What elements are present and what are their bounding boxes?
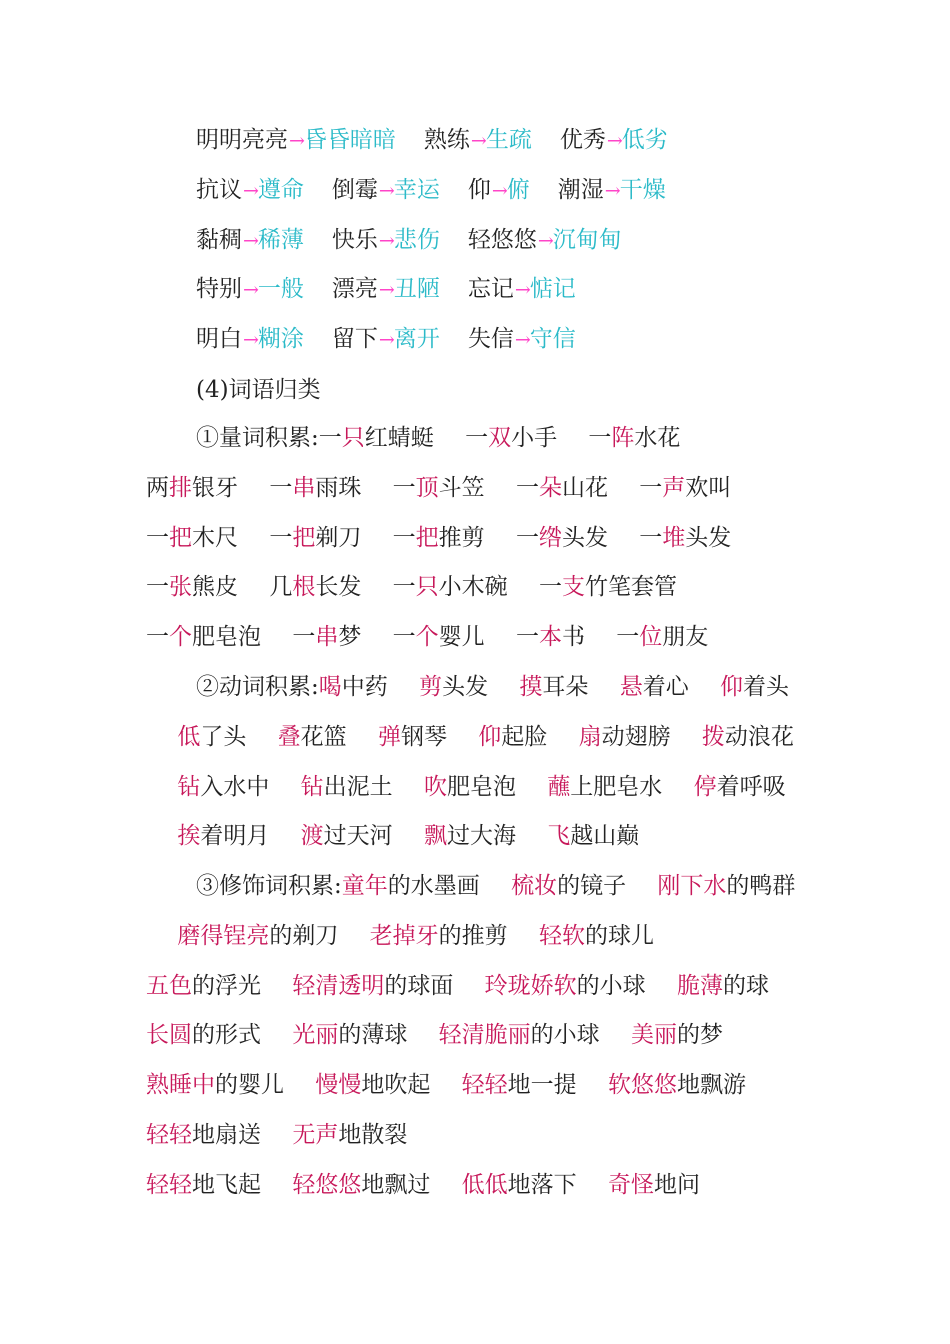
vocab-keyword: 个 <box>169 624 192 651</box>
vocab-item <box>269 574 361 600</box>
vocab-rest: 着呼吸 <box>716 773 786 800</box>
antonym-pair <box>196 118 396 163</box>
arrow-icon: → <box>378 229 393 252</box>
vocab-keyword: 顶 <box>415 474 439 501</box>
antonym-opposite: 昏昏暗暗 <box>303 127 396 153</box>
vocab-prefix: 一 <box>515 624 539 651</box>
vocab-keyword: 吹 <box>423 773 447 800</box>
vocab-item <box>177 724 246 750</box>
antonym-pair <box>468 168 530 213</box>
antonym-word: 潮湿 <box>557 176 604 203</box>
vocab-item <box>631 1022 723 1048</box>
vocab-prefix: 一 <box>392 574 416 601</box>
vocab-item <box>462 1172 577 1198</box>
vocab-rest: 的婴儿 <box>215 1072 284 1099</box>
vocab-item <box>370 923 508 949</box>
antonym-pair <box>468 267 576 312</box>
vocab-keyword: 钻 <box>177 773 201 800</box>
vocab-keyword: 位 <box>639 624 663 651</box>
vocab-keyword: 无声 <box>292 1121 339 1148</box>
vocab-rest: 梦 <box>338 624 362 651</box>
vocab-rest: 的形式 <box>192 1022 261 1049</box>
antonym-opposite: 悲伤 <box>393 226 440 253</box>
vocab-rest: 的球 <box>722 972 769 999</box>
vocab-prefix: 一 <box>292 624 316 651</box>
vocab-prefix: 一 <box>588 425 612 451</box>
vocab-rest: 剃刀 <box>315 524 362 551</box>
vocab-rest: 头发 <box>685 524 732 551</box>
antonym-word: 漂亮 <box>331 276 378 303</box>
vocab-item <box>694 774 786 800</box>
vocab-prefix: 一 <box>616 624 640 651</box>
verbs-paragraph <box>146 663 796 862</box>
vocab-keyword: 童年 <box>341 873 388 899</box>
antonym-pair <box>468 317 576 362</box>
vocab-item <box>146 1172 261 1198</box>
antonym-word: 抗议 <box>196 176 242 203</box>
arrow-icon: → <box>378 279 393 302</box>
vocab-rest: 的球面 <box>384 972 454 999</box>
vocab-item <box>315 1072 430 1098</box>
vocab-item <box>319 425 434 451</box>
vocab-item <box>539 574 677 600</box>
vocab-rest: 小木碗 <box>438 574 508 601</box>
vocab-keyword: 双 <box>488 425 512 451</box>
vocab-keyword: 扇 <box>578 723 602 750</box>
vocab-rest: 地散裂 <box>338 1121 408 1148</box>
vocab-item <box>424 823 516 849</box>
vocab-item <box>462 1072 577 1098</box>
antonym-word: 快乐 <box>331 226 378 253</box>
vocab-rest: 中药 <box>341 674 388 700</box>
vocab-item <box>439 1022 600 1048</box>
vocab-rest: 的镜子 <box>557 873 627 899</box>
vocab-keyword: 挨 <box>177 823 201 850</box>
vocab-rest: 地扇送 <box>192 1121 261 1148</box>
vocab-keyword: 个 <box>415 624 439 651</box>
vocab-keyword: 悬 <box>619 674 643 700</box>
vocab-keyword: 把 <box>415 524 439 551</box>
vocab-rest: 小手 <box>511 425 558 451</box>
vocab-item <box>342 873 480 899</box>
vocab-item <box>269 525 361 551</box>
antonym-pair <box>558 168 666 213</box>
antonym-row <box>196 267 696 317</box>
vocab-rest: 地一提 <box>507 1072 577 1099</box>
antonym-opposite: 干燥 <box>619 176 666 203</box>
vocab-keyword: 绺 <box>538 524 562 551</box>
antonym-word: 优秀 <box>559 127 606 153</box>
vocab-prefix: 一 <box>146 624 169 651</box>
vocab-item <box>424 774 516 800</box>
vocab-item <box>608 1172 700 1198</box>
vocab-keyword: 软悠悠 <box>607 1072 677 1099</box>
antonym-pair <box>560 118 668 163</box>
vocab-item <box>292 1022 407 1048</box>
vocab-keyword: 弹 <box>377 723 401 750</box>
vocab-prefix: 一 <box>392 624 416 651</box>
arrow-icon: → <box>514 329 529 352</box>
antonym-opposite: 惦记 <box>529 276 576 303</box>
vocab-keyword: 支 <box>561 574 585 601</box>
vocab-item <box>319 674 388 700</box>
vocab-rest: 地飘游 <box>676 1072 746 1099</box>
arrow-icon: → <box>604 179 619 202</box>
vocab-rest: 的鸭群 <box>726 873 796 899</box>
vocab-rest: 竹笔套管 <box>584 574 677 601</box>
vocab-item <box>146 574 238 600</box>
vocab-rest: 雨珠 <box>315 474 362 501</box>
vocab-prefix: 一 <box>269 474 293 501</box>
vocab-prefix: 一 <box>465 425 489 451</box>
vocab-prefix: 一 <box>639 524 663 551</box>
vocab-item <box>547 823 639 849</box>
vocab-rest: 地落下 <box>507 1172 577 1198</box>
antonym-opposite: 俯 <box>506 176 530 203</box>
antonym-row <box>196 118 696 168</box>
vocab-rest: 起脸 <box>501 723 548 750</box>
antonym-opposite: 遵命 <box>257 176 304 203</box>
vocab-item <box>278 724 347 750</box>
vocab-rest: 头发 <box>442 674 489 700</box>
vocab-item <box>608 1072 746 1098</box>
vocab-keyword: 五色 <box>146 972 192 999</box>
vocab-rest: 过大海 <box>446 823 516 850</box>
arrow-icon: → <box>537 229 552 252</box>
vocab-keyword: 低低 <box>461 1172 508 1198</box>
vocab-item <box>511 873 626 899</box>
antonym-opposite: 低劣 <box>621 127 668 153</box>
vocab-prefix: 一 <box>146 574 169 601</box>
vocab-keyword: 串 <box>292 474 316 501</box>
vocab-rest: 越山巅 <box>570 823 640 850</box>
antonym-opposite: 生疏 <box>485 127 532 153</box>
vocab-rest: 过天河 <box>323 823 393 850</box>
vocab-rest: 头发 <box>561 524 608 551</box>
vocab-prefix: 一 <box>318 425 342 451</box>
vocab-keyword: 蘸 <box>547 773 571 800</box>
vocab-item <box>579 724 671 750</box>
vocab-rest: 入水中 <box>200 773 270 800</box>
vocab-item <box>419 674 488 700</box>
vocab-rest: 地问 <box>653 1172 700 1198</box>
vocab-item <box>639 475 731 501</box>
arrow-icon: → <box>606 130 621 152</box>
vocab-item <box>620 674 689 700</box>
vocab-rest: 山花 <box>561 474 608 501</box>
measure-words-paragraph <box>146 414 796 663</box>
vocab-keyword: 轻轻 <box>146 1172 192 1198</box>
vocab-item <box>616 624 708 650</box>
vocab-rest: 地飘过 <box>361 1172 431 1198</box>
vocab-item <box>292 1172 430 1198</box>
vocab-prefix: 一 <box>538 574 562 601</box>
antonym-pair <box>332 218 440 263</box>
antonym-list <box>196 118 696 367</box>
vocab-item <box>301 823 393 849</box>
vocab-item <box>146 1122 261 1148</box>
vocab-item <box>393 475 485 501</box>
vocab-keyword: 停 <box>693 773 717 800</box>
vocab-keyword: 摸 <box>519 674 543 700</box>
vocab-item <box>177 823 269 849</box>
antonym-row <box>196 168 696 218</box>
vocab-keyword: 飞 <box>547 823 571 850</box>
vocab-keyword: 堆 <box>662 524 686 551</box>
arrow-icon: → <box>514 279 529 302</box>
vocab-item <box>146 973 261 999</box>
vocab-rest: 的梦 <box>676 1022 723 1049</box>
vocab-keyword: 刚下水 <box>657 873 727 899</box>
vocab-keyword: 脆薄 <box>676 972 723 999</box>
vocab-prefix: 一 <box>146 524 169 551</box>
vocab-keyword: 钻 <box>300 773 324 800</box>
arrow-icon: → <box>378 179 393 202</box>
antonym-opposite: 丑陋 <box>393 276 440 303</box>
antonym-opposite: 稀薄 <box>257 226 304 253</box>
modifiers-lead: ③修饰词积累: <box>196 873 342 899</box>
vocab-rest: 耳朵 <box>542 674 589 700</box>
vocab-keyword: 飘 <box>423 823 447 850</box>
vocab-prefix: 一 <box>515 524 539 551</box>
vocab-keyword: 玲珑娇软 <box>484 972 577 999</box>
vocab-rest: 着明月 <box>200 823 270 850</box>
vocab-item <box>393 624 485 650</box>
vocab-keyword: 喝 <box>318 674 342 700</box>
vocab-keyword: 把 <box>169 524 192 551</box>
antonym-pair <box>196 218 304 263</box>
antonym-word: 特别 <box>196 276 242 303</box>
measure-words-lead: ①量词积累: <box>196 425 319 451</box>
antonym-pair <box>468 218 622 263</box>
modifiers-paragraph <box>146 862 796 1161</box>
vocab-item <box>516 475 608 501</box>
antonym-pair <box>424 118 532 163</box>
vocab-item <box>702 724 794 750</box>
vocab-rest: 红蜻蜓 <box>364 425 434 451</box>
antonym-pair <box>196 267 304 312</box>
antonym-word: 倒霉 <box>331 176 378 203</box>
vocab-rest: 地飞起 <box>192 1172 261 1198</box>
antonym-word: 明白 <box>196 326 242 353</box>
vocab-item <box>393 574 508 600</box>
arrow-icon: → <box>243 229 257 252</box>
vocab-item <box>516 624 585 650</box>
vocab-item <box>588 425 680 451</box>
vocab-item <box>485 973 646 999</box>
vocab-keyword: 熟睡中 <box>146 1072 215 1099</box>
vocab-rest: 着头 <box>743 674 789 700</box>
vocab-rest: 婴儿 <box>438 624 485 651</box>
vocab-item <box>547 774 662 800</box>
vocab-item <box>146 1022 261 1048</box>
antonym-word: 熟练 <box>423 127 470 153</box>
vocab-rest: 着心 <box>642 674 689 700</box>
vocab-keyword: 低 <box>177 723 201 750</box>
vocab-keyword: 只 <box>341 425 365 451</box>
vocab-keyword: 根 <box>292 574 316 601</box>
antonym-pair <box>332 317 440 362</box>
arrow-icon: → <box>243 279 257 302</box>
vocab-rest: 斗笠 <box>438 474 485 501</box>
antonym-opposite: 沉甸甸 <box>552 226 622 253</box>
arrow-icon: → <box>470 130 485 152</box>
antonym-word: 失信 <box>467 326 514 353</box>
vocab-keyword: 排 <box>169 474 192 501</box>
vocab-rest: 了头 <box>200 723 247 750</box>
vocab-rest: 动翅膀 <box>601 723 671 750</box>
vocab-item <box>177 923 338 949</box>
vocab-prefix: 一 <box>392 474 416 501</box>
vocab-keyword: 把 <box>292 524 316 551</box>
vocab-keyword: 声 <box>662 474 686 501</box>
vocab-rest: 的球儿 <box>584 922 654 949</box>
vocab-rest: 熊皮 <box>192 574 238 601</box>
vocab-keyword: 轻清脆丽 <box>438 1022 531 1049</box>
antonym-word: 忘记 <box>467 276 514 303</box>
vocab-rest: 木尺 <box>192 524 238 551</box>
vocab-keyword: 张 <box>169 574 192 601</box>
vocab-keyword: 仰 <box>478 723 502 750</box>
vocab-rest: 朋友 <box>662 624 709 651</box>
vocab-rest: 推剪 <box>438 524 485 551</box>
modifiers-paragraph-last-line <box>146 1161 796 1211</box>
vocab-rest: 的薄球 <box>338 1022 408 1049</box>
antonym-word: 明明亮亮 <box>196 127 288 153</box>
vocab-keyword: 轻轻 <box>146 1121 192 1148</box>
vocab-keyword: 串 <box>315 624 339 651</box>
vocab-rest: 的小球 <box>530 1022 600 1049</box>
arrow-icon: → <box>243 179 257 202</box>
antonym-opposite: 离开 <box>393 326 440 353</box>
vocab-item <box>378 724 447 750</box>
vocab-item <box>146 525 238 551</box>
antonym-word: 黏稠 <box>196 226 242 253</box>
vocab-rest: 的推剪 <box>438 922 508 949</box>
vocab-prefix: 两 <box>146 474 169 501</box>
vocab-keyword: 朵 <box>538 474 562 501</box>
vocab-rest: 水花 <box>634 425 681 451</box>
vocab-rest: 花篮 <box>300 723 347 750</box>
antonym-word: 仰 <box>467 176 491 203</box>
vocab-rest: 钢琴 <box>400 723 447 750</box>
vocab-item <box>465 425 557 451</box>
vocab-prefix: 一 <box>639 474 663 501</box>
vocab-keyword: 光丽 <box>292 1022 339 1049</box>
vocab-item <box>478 724 547 750</box>
vocab-item <box>292 1122 407 1148</box>
vocab-keyword: 叠 <box>277 723 301 750</box>
arrow-icon: → <box>243 329 257 352</box>
vocab-item <box>539 923 654 949</box>
vocab-prefix: 一 <box>392 524 416 551</box>
vocab-item <box>146 624 261 650</box>
arrow-icon: → <box>378 329 393 352</box>
vocab-item <box>516 525 608 551</box>
vocab-keyword: 阵 <box>611 425 635 451</box>
vocab-keyword: 本 <box>538 624 562 651</box>
arrow-icon: → <box>289 130 303 152</box>
vocab-keyword: 磨得锃亮 <box>177 922 270 949</box>
vocab-item <box>657 873 795 899</box>
vocab-rest: 的浮光 <box>192 972 261 999</box>
antonym-pair <box>332 168 440 213</box>
vocab-keyword: 慢慢 <box>315 1072 362 1099</box>
vocab-item <box>146 475 238 501</box>
vocab-keyword: 轻轻 <box>461 1072 508 1099</box>
antonym-row <box>196 218 696 268</box>
antonym-opposite: 幸运 <box>393 176 440 203</box>
vocab-item <box>292 624 361 650</box>
vocab-item <box>677 973 769 999</box>
vocab-item <box>639 525 731 551</box>
vocab-item <box>292 973 453 999</box>
vocab-item <box>269 475 361 501</box>
vocab-rest: 肥皂泡 <box>192 624 261 651</box>
antonym-word: 轻悠悠 <box>467 226 537 253</box>
vocab-keyword: 奇怪 <box>607 1172 654 1198</box>
arrow-icon: → <box>491 179 506 202</box>
antonym-opposite: 守信 <box>529 326 576 353</box>
vocab-keyword: 轻软 <box>538 922 585 949</box>
vocab-rest: 欢叫 <box>685 474 732 501</box>
vocab-prefix: 一 <box>269 524 293 551</box>
vocab-rest: 上肥皂水 <box>570 773 663 800</box>
antonym-pair <box>332 267 440 312</box>
vocab-item <box>393 525 485 551</box>
vocab-rest: 的水墨画 <box>387 873 480 899</box>
vocab-item <box>720 674 789 700</box>
section-heading: (4)词语归类 <box>196 377 321 403</box>
vocab-item <box>301 774 393 800</box>
vocab-keyword: 长圆 <box>146 1022 192 1049</box>
vocab-rest: 出泥土 <box>323 773 393 800</box>
vocab-rest: 动浪花 <box>724 723 794 750</box>
vocab-rest: 银牙 <box>192 474 238 501</box>
vocab-rest: 的剃刀 <box>269 922 339 949</box>
vocab-keyword: 剪 <box>419 674 443 700</box>
vocab-prefix: 几 <box>269 574 293 601</box>
vocab-rest: 的小球 <box>576 972 646 999</box>
vocab-item <box>519 674 588 700</box>
vocab-rest: 肥皂泡 <box>446 773 516 800</box>
vocab-keyword: 老掉牙 <box>369 922 439 949</box>
vocab-rest: 地吹起 <box>361 1072 431 1099</box>
antonym-pair <box>196 317 304 362</box>
antonym-word: 留下 <box>331 326 378 353</box>
vocab-rest: 书 <box>561 624 585 651</box>
antonym-row <box>196 317 696 367</box>
vocab-keyword: 美丽 <box>630 1022 677 1049</box>
vocab-rest: 长发 <box>315 574 362 601</box>
vocab-keyword: 仰 <box>720 674 743 700</box>
vocab-keyword: 梳妆 <box>511 873 558 899</box>
antonym-pair <box>196 168 304 213</box>
vocab-item <box>146 1072 284 1098</box>
vocab-keyword: 轻悠悠 <box>292 1172 362 1198</box>
vocab-keyword: 轻清透明 <box>292 972 385 999</box>
antonym-opposite: 糊涂 <box>257 326 304 353</box>
verbs-lead: ②动词积累: <box>196 674 319 700</box>
vocab-keyword: 渡 <box>300 823 324 850</box>
vocab-keyword: 拨 <box>701 723 725 750</box>
antonym-opposite: 一般 <box>257 276 304 303</box>
vocab-item <box>177 774 269 800</box>
vocab-keyword: 只 <box>415 574 439 601</box>
vocab-prefix: 一 <box>515 474 539 501</box>
